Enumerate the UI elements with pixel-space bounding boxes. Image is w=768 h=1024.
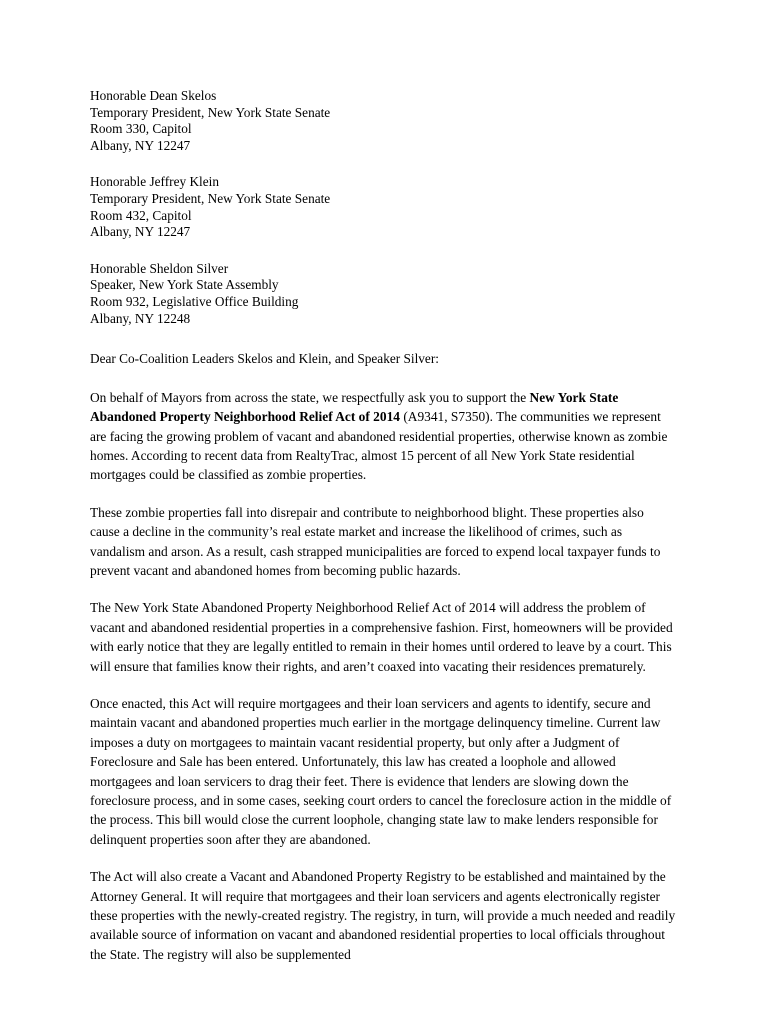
letter-body: [90, 388, 676, 965]
body-paragraph: [90, 388, 676, 485]
paragraph-text: On behalf of Mayors from across the state, we respectfully ask you to support the: [90, 389, 530, 405]
address-line: Albany, NY 12247: [90, 137, 191, 153]
address-line: Room 432, Capitol: [90, 207, 192, 223]
recipient-address-block: [90, 261, 676, 327]
salutation: Dear Co-Coalition Leaders Skelos and Klein, and Speaker Silver:: [90, 351, 439, 367]
paragraph-text: (A9341, S7350). The communities we represent are facing the growing problem of vacant and abandoned residential properties, otherwise known as zombie homes. According to recent data from RealtyTrac, almost 15 percent of all New York State residential mortgages could be classified as zombie properties.: [90, 409, 668, 483]
address-line: Honorable Jeffrey Klein: [90, 174, 219, 190]
body-paragraph: [90, 867, 676, 964]
paragraph-text: These zombie properties fall into disrepair and contribute to neighborhood blight. These properties also cause a decline in the community’s real estate market and increase the likelihood of crimes, such as vandalism and arson. As a result, cash strapped municipalities are forced to expend local taxpayer funds to prevent vacant and abandoned homes from becoming public hazards.: [90, 504, 661, 578]
body-paragraph: [90, 598, 676, 676]
recipient-address-block: [90, 174, 676, 240]
emphasized-text: New York State Abandoned Property Neighborhood Relief Act of 2014: [90, 389, 619, 425]
address-line: Room 932, Legislative Office Building: [90, 293, 299, 309]
address-line: Albany, NY 12248: [90, 310, 191, 326]
recipient-address-blocks: [90, 88, 676, 327]
body-paragraph: [90, 503, 676, 581]
address-line: Honorable Dean Skelos: [90, 88, 217, 103]
address-line: Speaker, New York State Assembly: [90, 277, 279, 293]
paragraph-text: The Act will also create a Vacant and Abandoned Property Registry to be established and maintained by the Attorney General. It will require that mortgagees and their loan servicers and agents electronically register these properties with the newly-created registry. The registry, in turn, will provide a much needed and readily available source of information on vacant and abandoned residential properties to local officials throughout the State. The registry will also be supplemented: [90, 869, 676, 962]
recipient-address-block: [90, 88, 676, 154]
address-line: Temporary President, New York State Senate: [90, 104, 331, 120]
body-paragraph: [90, 694, 676, 849]
paragraph-text: Once enacted, this Act will require mortgagees and their loan servicers and agents to identify, secure and maintain vacant and abandoned properties much earlier in the mortgage delinquency timeline. Current law imposes a duty on mortgagees to maintain vacant residential property, but only after a Judgment of Foreclosure and Sale has been entered. Unfortunately, this law has created a loophole and allowed mortgagees and loan servicers to drag their feet. There is evidence that lenders are slowing down the foreclosure process, and in some cases, seeking court orders to cancel the foreclosure action in the middle of the process. This bill would close the current loophole, changing state law to make lenders responsible for delinquent properties soon after they are abandoned.: [90, 696, 672, 847]
address-line: Room 330, Capitol: [90, 121, 192, 137]
address-line: Temporary President, New York State Senate: [90, 190, 331, 206]
paragraph-text: The New York State Abandoned Property Neighborhood Relief Act of 2014 will address the problem of vacant and abandoned residential properties in a comprehensive fashion. First, homeowners will be provided with early notice that they are legally entitled to remain in their homes until ordered to leave by a court. This will ensure that families know their rights, and aren’t coaxed into vacating their residences prematurely.: [90, 600, 673, 674]
address-line: Honorable Sheldon Silver: [90, 260, 229, 276]
address-line: Albany, NY 12247: [90, 224, 191, 240]
